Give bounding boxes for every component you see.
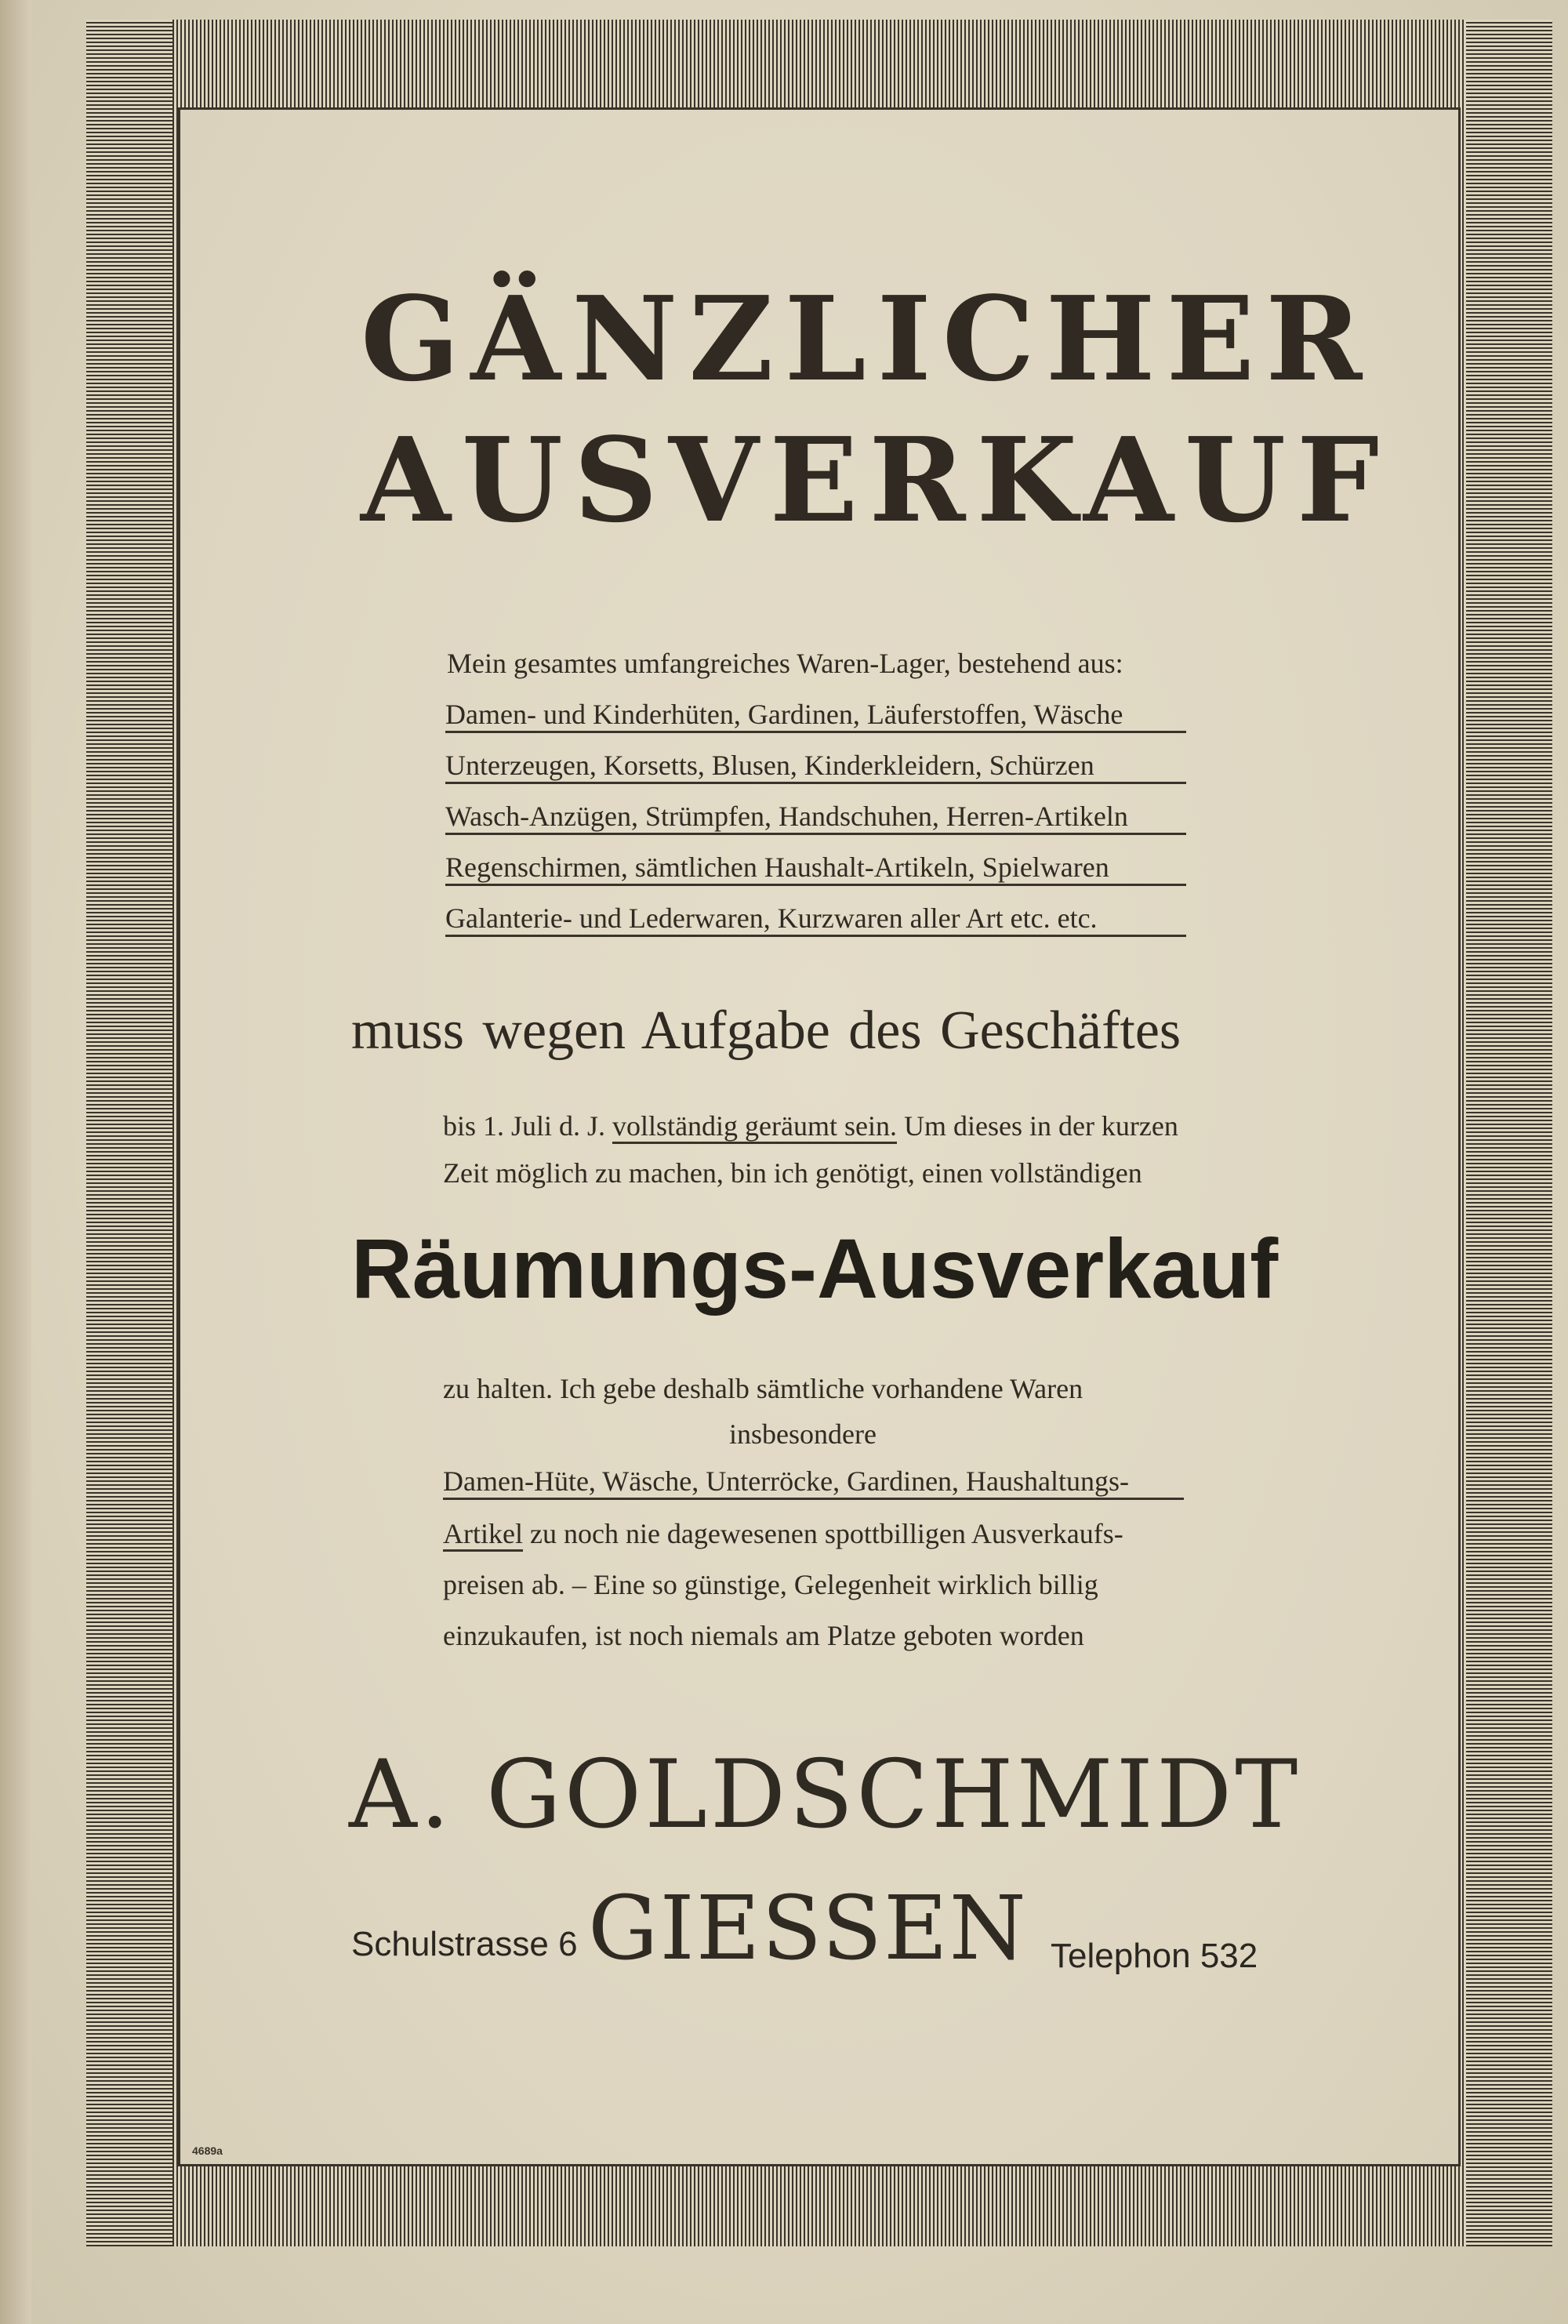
- deadline-underlined: vollständig geräumt sein.: [612, 1110, 897, 1144]
- city: GIESSEN: [588, 1878, 1028, 1980]
- reference-number: 4689a: [192, 2144, 223, 2157]
- intro-text: Mein gesamtes umfangreiches Waren-Lager, bestehend aus:: [447, 648, 1123, 679]
- firm-name: A. GOLDSCHMIDT: [349, 1741, 1301, 1850]
- goods-line-4: Regenschirmen, sämtlichen Haushalt-Artikeln, Spielwaren: [445, 851, 1186, 886]
- offer-line-4-underlined: Artikel: [443, 1518, 523, 1552]
- offer-line-5: preisen ab. – Eine so günstige, Gelegenheit wirklich billig: [443, 1569, 1098, 1600]
- deadline-pre: bis 1. Juli d. J.: [443, 1110, 606, 1142]
- goods-line-5: Galanterie- und Lederwaren, Kurzwaren aller Art etc. etc.: [445, 902, 1186, 937]
- address: Schulstrasse 6: [351, 1925, 578, 1963]
- offer-line-1: zu halten. Ich gebe deshalb sämtliche vorhandene Waren: [443, 1373, 1083, 1404]
- offer-line-2: insbesondere: [729, 1418, 877, 1450]
- deadline-line-1: [443, 1109, 1178, 1142]
- deadline-line-2: Zeit möglich zu machen, bin ich genötigt, einen vollständigen: [443, 1157, 1142, 1189]
- advertisement: [180, 110, 1458, 2164]
- page-gutter: [0, 0, 31, 2324]
- headline-line-1: GÄNZLICHER: [361, 271, 1374, 407]
- phone: Telephon 532: [1051, 1937, 1258, 1975]
- reason-text: muss wegen Aufgabe des Geschäftes: [351, 1000, 1181, 1061]
- goods-line-3: Wasch-Anzügen, Strümpfen, Handschuhen, Herren-Artikeln: [445, 800, 1186, 835]
- goods-line-1: Damen- und Kinderhüten, Gardinen, Läuferstoffen, Wäsche: [445, 698, 1186, 733]
- headline-line-2: AUSVERKAUF: [361, 412, 1391, 548]
- ad-border-left: [86, 20, 172, 2246]
- ad-border-right: [1466, 20, 1552, 2246]
- offer-line-6: einzukaufen, ist noch niemals am Platze geboten worden: [443, 1620, 1084, 1651]
- sale-title: Räumungs-Ausverkauf: [351, 1221, 1279, 1316]
- offer-line-3: Damen-Hüte, Wäsche, Unterröcke, Gardinen, Haushaltungs-: [443, 1465, 1184, 1500]
- offer-line-4: [443, 1517, 1123, 1550]
- offer-line-4-rest: zu noch nie dagewesenen spottbilligen Ausverkaufs-: [529, 1518, 1123, 1549]
- deadline-post: Um dieses in der kurzen: [903, 1110, 1178, 1142]
- goods-line-2: Unterzeugen, Korsetts, Blusen, Kinderkleidern, Schürzen: [445, 749, 1186, 784]
